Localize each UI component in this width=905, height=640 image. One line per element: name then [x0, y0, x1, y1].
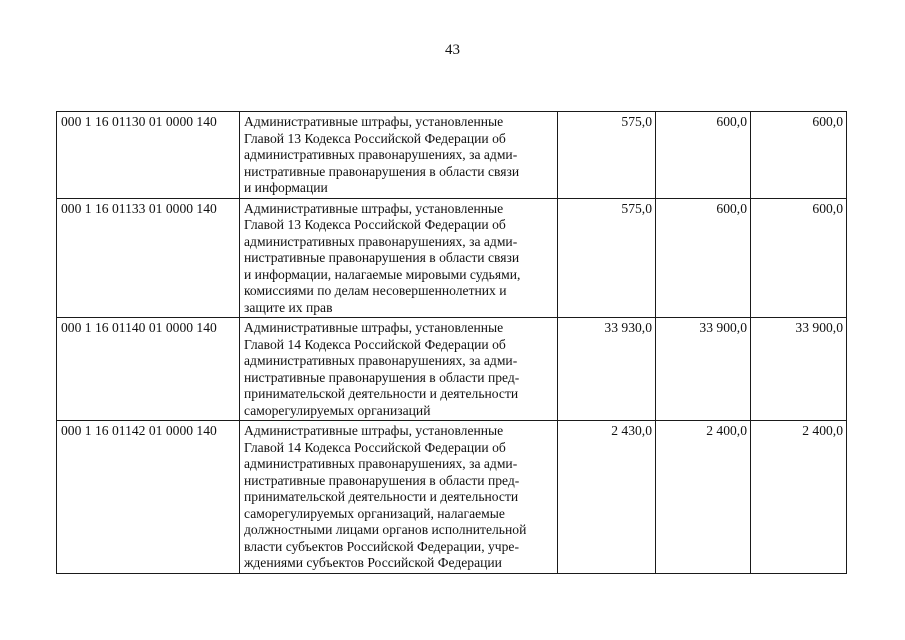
amount-year-3: 33 900,0: [751, 318, 847, 421]
table-body: [57, 112, 847, 574]
description-line: Главой 14 Кодекса Российской Федерации об: [244, 439, 506, 455]
description-line: Административные штрафы, установленные: [244, 114, 504, 129]
amount-year-2: 600,0: [656, 112, 751, 199]
revenue-description: [240, 198, 558, 318]
revenue-description: [240, 421, 558, 574]
budget-classification-code: 000 1 16 01140 01 0000 140: [57, 318, 240, 421]
description-line: ждениями субъектов Российской Федерации: [244, 555, 502, 570]
amount-year-3: 600,0: [751, 112, 847, 199]
description-line: принимательской деятельности и деятельности: [244, 386, 519, 401]
description-line: нистративные правонарушения в области пред-: [244, 369, 520, 385]
table-row: [57, 198, 847, 318]
amount-year-1: 575,0: [558, 198, 656, 318]
description-line: Административные штрафы, установленные: [244, 200, 504, 216]
description-line: Административные штрафы, установленные: [244, 320, 504, 335]
description-line: Административные штрафы, установленные: [244, 423, 504, 438]
description-line: саморегулируемых организаций: [244, 402, 431, 418]
table-row: [57, 112, 847, 199]
budget-classification-code: 000 1 16 01130 01 0000 140: [57, 112, 240, 199]
description-line: административных правонарушениях, за адми-: [244, 233, 518, 249]
revenue-description: [240, 318, 558, 421]
description-line: должностными лицами органов исполнительной: [244, 522, 527, 537]
table-row: [57, 318, 847, 421]
amount-year-1: 2 430,0: [558, 421, 656, 574]
budget-revenue-table: [56, 111, 847, 574]
description-line: и информации: [244, 180, 328, 195]
description-line: нистративные правонарушения в области связи: [244, 163, 520, 179]
page-number: 43: [445, 42, 460, 58]
table-row: [57, 421, 847, 574]
description-line: административных правонарушениях, за адми-: [244, 456, 518, 471]
budget-classification-code: 000 1 16 01133 01 0000 140: [57, 198, 240, 318]
description-line: Главой 13 Кодекса Российской Федерации об: [244, 217, 506, 232]
amount-year-1: 575,0: [558, 112, 656, 199]
description-line: защите их прав: [244, 299, 333, 315]
description-line: саморегулируемых организаций, налагаемые: [244, 505, 505, 521]
amount-year-2: 2 400,0: [656, 421, 751, 574]
amount-year-1: 33 930,0: [558, 318, 656, 421]
description-line: нистративные правонарушения в области связи: [244, 250, 520, 265]
description-line: нистративные правонарушения в области пред-: [244, 472, 520, 488]
budget-classification-code: 000 1 16 01142 01 0000 140: [57, 421, 240, 574]
amount-year-2: 600,0: [656, 198, 751, 318]
description-line: комиссиями по делам несовершеннолетних и: [244, 283, 507, 298]
description-line: Главой 14 Кодекса Российской Федерации об: [244, 336, 506, 352]
revenue-description: [240, 112, 558, 199]
description-line: Главой 13 Кодекса Российской Федерации об: [244, 130, 506, 146]
description-line: административных правонарушениях, за адми-: [244, 147, 518, 162]
amount-year-3: 600,0: [751, 198, 847, 318]
amount-year-2: 33 900,0: [656, 318, 751, 421]
description-line: и информации, налагаемые мировыми судьями,: [244, 266, 521, 282]
description-line: принимательской деятельности и деятельности: [244, 489, 519, 504]
description-line: административных правонарушениях, за адми-: [244, 353, 518, 368]
amount-year-3: 2 400,0: [751, 421, 847, 574]
description-line: власти субъектов Российской Федерации, учре-: [244, 538, 519, 554]
